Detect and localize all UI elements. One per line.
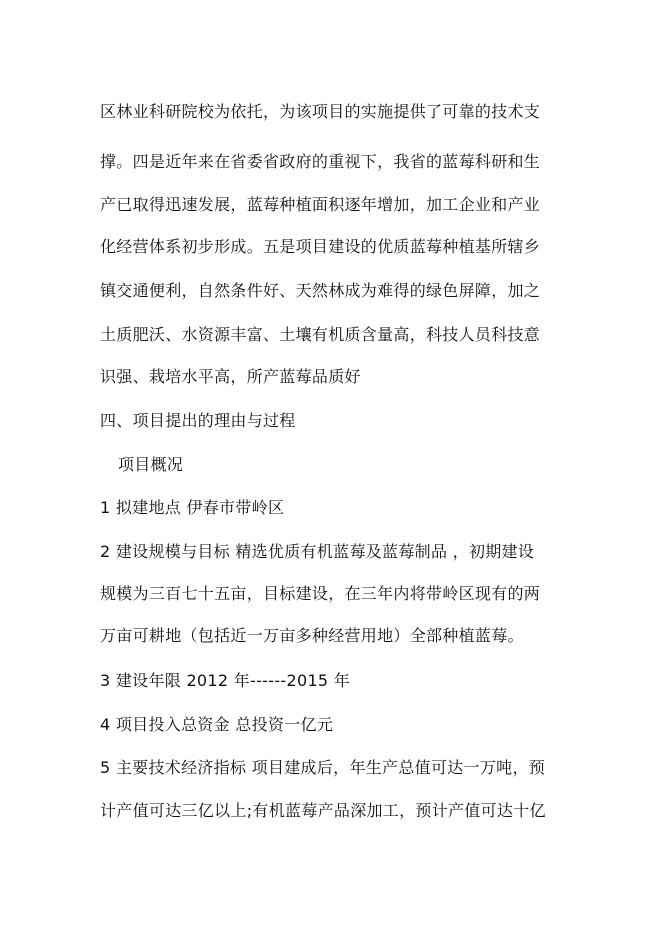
text-line-4: 化经营体系初步形成。五是项目建设的优质蓝莓种植基所辖乡 xyxy=(100,237,541,256)
list-item-location: 1 拟建地点 伊春市带岭区 xyxy=(100,498,285,517)
text-line-5: 镇交通便利，自然条件好、天然林成为难得的绿色屏障，加之 xyxy=(100,281,541,300)
subsection-heading: 项目概况 xyxy=(118,455,184,474)
text-line-indicators-cont: 计产值可达三亿以上;有机蓝莓产品深加工，预计产值可达十亿 xyxy=(100,801,546,820)
list-item-period: 3 建设年限 2012 年------2015 年 xyxy=(100,671,351,690)
text-line-1: 区林业科研院校为依托，为该项目的实施提供了可靠的技术支 xyxy=(100,102,541,121)
list-item-investment: 4 项目投入总资金 总投资一亿元 xyxy=(100,715,334,734)
text-line-scale-cont-1: 规模为三百七十五亩，目标建设，在三年内将带岭区现有的两 xyxy=(100,584,541,603)
list-item-indicators: 5 主要技术经济指标 项目建成后，年生产总值可达一万吨，预 xyxy=(100,758,546,777)
text-line-scale-cont-2: 万亩可耕地（包括近一万亩多种经营用地）全部种植蓝莓。 xyxy=(100,626,524,645)
list-item-scale: 2 建设规模与目标 精选优质有机蓝莓及蓝莓制品 ，初期建设 xyxy=(100,542,535,561)
text-line-2: 撑。四是近年来在省委省政府的重视下，我省的蓝莓科研和生 xyxy=(100,152,541,171)
section-heading: 四、项目提出的理由与过程 xyxy=(100,411,296,430)
text-line-7: 识强、栽培水平高，所产蓝莓品质好 xyxy=(100,367,361,386)
text-line-3: 产已取得迅速发展，蓝莓种植面积逐年增加，加工企业和产业 xyxy=(100,195,541,214)
text-line-6: 土质肥沃、水资源丰富、土壤有机质含量高，科技人员科技意 xyxy=(100,325,541,344)
